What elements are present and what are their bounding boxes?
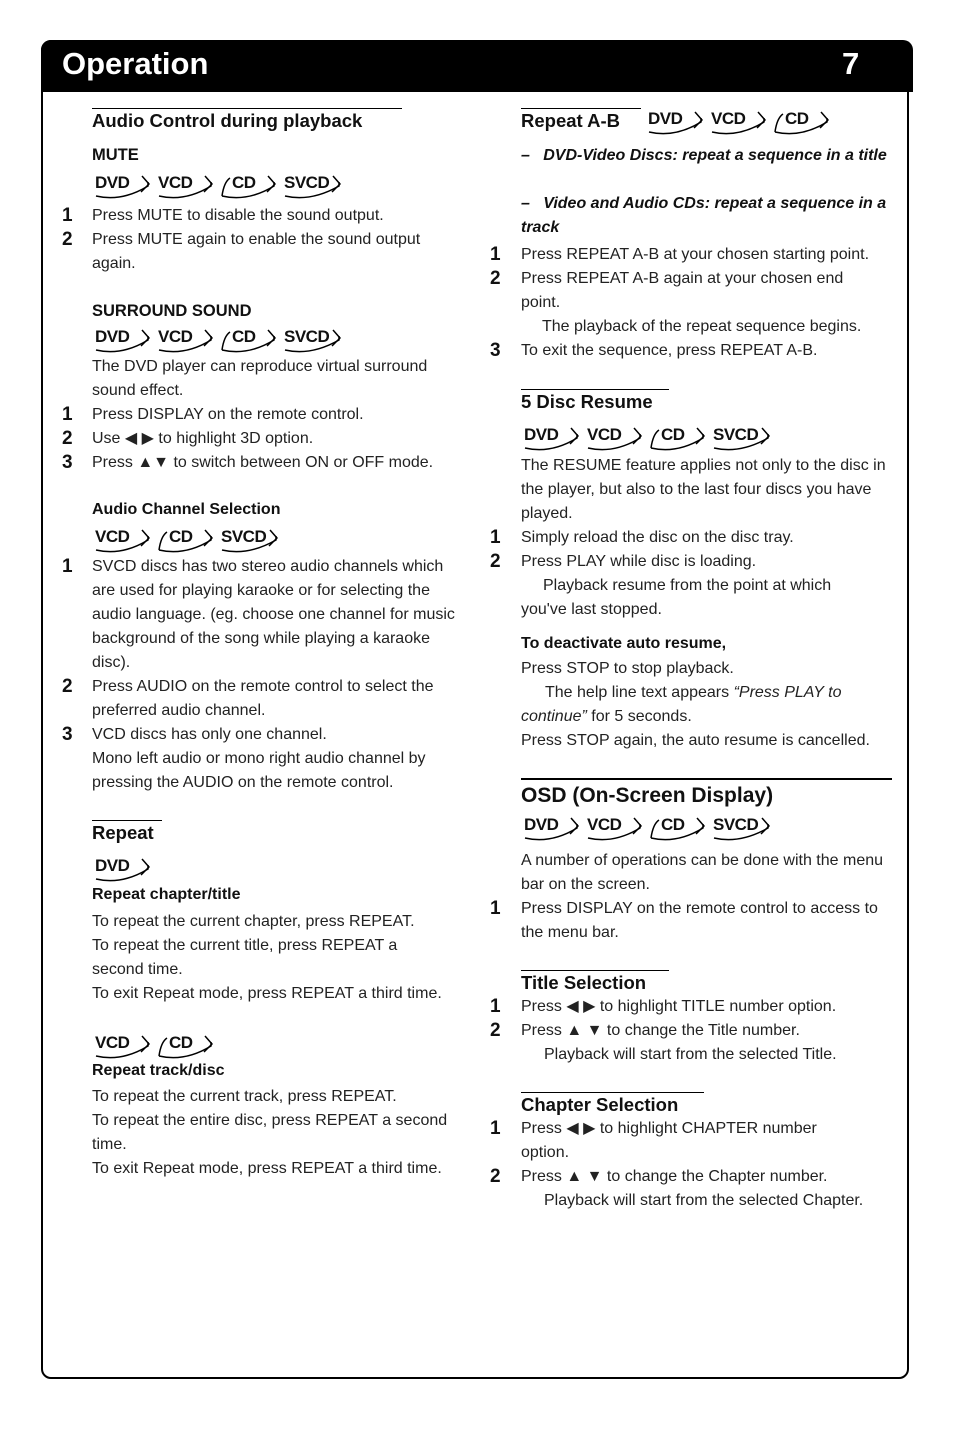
- disc-logos-repeat-vcd: [92, 1032, 213, 1060]
- cd-logo: CD: [218, 172, 276, 200]
- step-number: 1: [490, 898, 501, 919]
- dvd-logo: DVD: [645, 108, 703, 136]
- surround-intro: The DVD player can reproduce virtual surround sound effect.: [92, 358, 428, 399]
- deactivate-help-line: [521, 681, 866, 729]
- repeat-ab-bullet-2: [521, 192, 893, 240]
- mute-step-1: Press MUTE to disable the sound output.: [92, 207, 384, 224]
- dvd-logo: DVD: [521, 814, 579, 842]
- help-suffix: for 5 seconds.: [586, 708, 692, 725]
- cd-logo: CD: [647, 814, 705, 842]
- chapter-selection-note: Playback will start from the selected Chapter.: [544, 1192, 864, 1209]
- page-number: 7: [842, 46, 860, 81]
- title-selection-step-2: Press ▲ ▼ to change the Title number.: [521, 1022, 800, 1039]
- disc-logos-repeat-ab: [645, 108, 829, 136]
- channel-extra: Mono left audio or mono right audio channel by pressing the AUDIO on the remote control.: [92, 750, 426, 791]
- vcd-logo: VCD: [155, 172, 213, 200]
- title-selection-heading: Title Selection: [521, 970, 669, 994]
- step-number: 1: [490, 1118, 501, 1139]
- channel-step-1: SVCD discs has two stereo audio channels which are used for playing karaoke or for selecting the audio language. (eg. choose one channel for music background of the song while playing a karaoke disc).: [92, 558, 455, 671]
- cd-logo: CD: [771, 108, 829, 136]
- mute-step-2: Press MUTE again to enable the sound output again.: [92, 231, 421, 272]
- step-number: 3: [62, 452, 73, 473]
- step-number: 3: [62, 724, 73, 745]
- chapter-selection-heading: Chapter Selection: [521, 1092, 704, 1116]
- chapter-selection-step-2: Press ▲ ▼ to change the Chapter number.: [521, 1168, 828, 1185]
- step-number: 2: [490, 551, 501, 572]
- disc-logos-osd: [521, 814, 770, 842]
- step-number: 1: [490, 244, 501, 265]
- resume-heading: 5 Disc Resume: [521, 389, 669, 413]
- repeat-ab-bullet-1: [521, 144, 893, 168]
- disc-logos-repeat-dvd: [92, 855, 150, 883]
- repeat-ab-note: The playback of the repeat sequence begins.: [542, 318, 862, 335]
- vcd-logo: VCD: [584, 424, 642, 452]
- step-number: 2: [490, 1166, 501, 1187]
- dvd-logo: DVD: [92, 172, 150, 200]
- deactivate-title: To deactivate auto resume,: [521, 635, 727, 652]
- repeat-track-line-2: To repeat the entire disc, press REPEAT a second time.: [92, 1112, 448, 1153]
- svcd-logo: SVCD: [710, 814, 770, 842]
- surround-step-2: Use ◀ ▶ to highlight 3D option.: [92, 430, 314, 447]
- help-quote: “Press PLAY to continue”: [521, 684, 842, 725]
- vcd-logo: VCD: [155, 326, 213, 354]
- svcd-logo: SVCD: [710, 424, 770, 452]
- bullet-text: DVD-Video Discs: repeat a sequence in a title: [543, 147, 887, 164]
- step-number: 1: [62, 556, 73, 577]
- disc-logos-resume: [521, 424, 770, 452]
- disc-logos-surround: [92, 326, 341, 354]
- disc-logos-channel: [92, 526, 278, 554]
- resume-note: Playback resume from the point at which you've last stopped.: [521, 577, 832, 618]
- repeat-ab-step-2: Press REPEAT A-B again at your chosen end point.: [521, 270, 844, 311]
- osd-intro: A number of operations can be done with the menu bar on the screen.: [521, 852, 884, 893]
- help-prefix: The help line text appears: [545, 684, 734, 701]
- dvd-logo: DVD: [92, 326, 150, 354]
- dvd-logo: DVD: [521, 424, 579, 452]
- repeat-chapter-title: Repeat chapter/title: [92, 886, 241, 903]
- step-number: 1: [490, 996, 501, 1017]
- page-title: Operation: [62, 46, 209, 81]
- repeat-track-line-1: To repeat the current track, press REPEAT.: [92, 1088, 397, 1105]
- resume-step-2: Press PLAY while disc is loading.: [521, 553, 757, 570]
- repeat-track-title: Repeat track/disc: [92, 1062, 225, 1079]
- step-number: 2: [490, 1020, 501, 1041]
- vcd-logo: VCD: [92, 1032, 150, 1060]
- repeat-chapter-line-2: To repeat the current title, press REPEAT a second time.: [92, 937, 398, 978]
- step-number: 2: [490, 268, 501, 289]
- repeat-heading: Repeat: [92, 820, 162, 844]
- dash: –: [521, 147, 530, 164]
- mute-title: MUTE: [92, 146, 139, 164]
- resume-step-1: Simply reload the disc on the disc tray.: [521, 529, 794, 546]
- osd-heading: OSD (On-Screen Display): [521, 784, 774, 807]
- title-selection-note: Playback will start from the selected Title.: [544, 1046, 837, 1063]
- vcd-logo: VCD: [584, 814, 642, 842]
- channel-title: Audio Channel Selection: [92, 501, 281, 518]
- repeat-track-line-3: To exit Repeat mode, press REPEAT a third time.: [92, 1160, 442, 1177]
- repeat-ab-heading: Repeat A-B: [521, 108, 641, 132]
- deactivate-line-1: Press STOP to stop playback.: [521, 660, 734, 677]
- cd-logo: CD: [647, 424, 705, 452]
- channel-step-2: Press AUDIO on the remote control to select the preferred audio channel.: [92, 678, 434, 719]
- svcd-logo: SVCD: [281, 172, 341, 200]
- osd-step-1: Press DISPLAY on the remote control to access to the menu bar.: [521, 900, 878, 941]
- step-number: 2: [62, 229, 73, 250]
- channel-step-3: VCD discs has only one channel.: [92, 726, 327, 743]
- step-number: 1: [62, 404, 73, 425]
- vcd-logo: VCD: [708, 108, 766, 136]
- dash: –: [521, 195, 530, 212]
- step-number: 2: [62, 676, 73, 697]
- step-number: 3: [490, 340, 501, 361]
- deactivate-line-3: Press STOP again, the auto resume is cancelled.: [521, 732, 870, 749]
- repeat-chapter-line-1: To repeat the current chapter, press REPEAT.: [92, 913, 415, 930]
- surround-step-1: Press DISPLAY on the remote control.: [92, 406, 364, 423]
- repeat-ab-step-1: Press REPEAT A-B at your chosen starting point.: [521, 246, 870, 263]
- repeat-ab-step-3: To exit the sequence, press REPEAT A-B.: [521, 342, 818, 359]
- dvd-logo: DVD: [92, 855, 150, 883]
- step-number: 2: [62, 428, 73, 449]
- cd-logo: CD: [218, 326, 276, 354]
- vcd-logo: VCD: [92, 526, 150, 554]
- audio-control-heading: Audio Control during playback: [92, 108, 402, 132]
- repeat-chapter-line-3: To exit Repeat mode, press REPEAT a third time.: [92, 985, 442, 1002]
- osd-rule: [521, 778, 892, 780]
- step-number: 1: [490, 527, 501, 548]
- chapter-selection-step-1: Press ◀ ▶ to highlight CHAPTER number option.: [521, 1120, 817, 1161]
- svcd-logo: SVCD: [218, 526, 278, 554]
- surround-step-3: Press ▲▼ to switch between ON or OFF mode.: [92, 454, 434, 471]
- title-selection-step-1: Press ◀ ▶ to highlight TITLE number option.: [521, 998, 837, 1015]
- bullet-text: Video and Audio CDs: repeat a sequence in a track: [521, 195, 887, 236]
- cd-logo: CD: [155, 1032, 213, 1060]
- step-number: 1: [62, 205, 73, 226]
- resume-intro: The RESUME feature applies not only to the disc in the player, but also to the last four discs you have played.: [521, 457, 886, 522]
- cd-logo: CD: [155, 526, 213, 554]
- svcd-logo: SVCD: [281, 326, 341, 354]
- disc-logos-mute: [92, 172, 341, 200]
- surround-title: SURROUND SOUND: [92, 302, 252, 320]
